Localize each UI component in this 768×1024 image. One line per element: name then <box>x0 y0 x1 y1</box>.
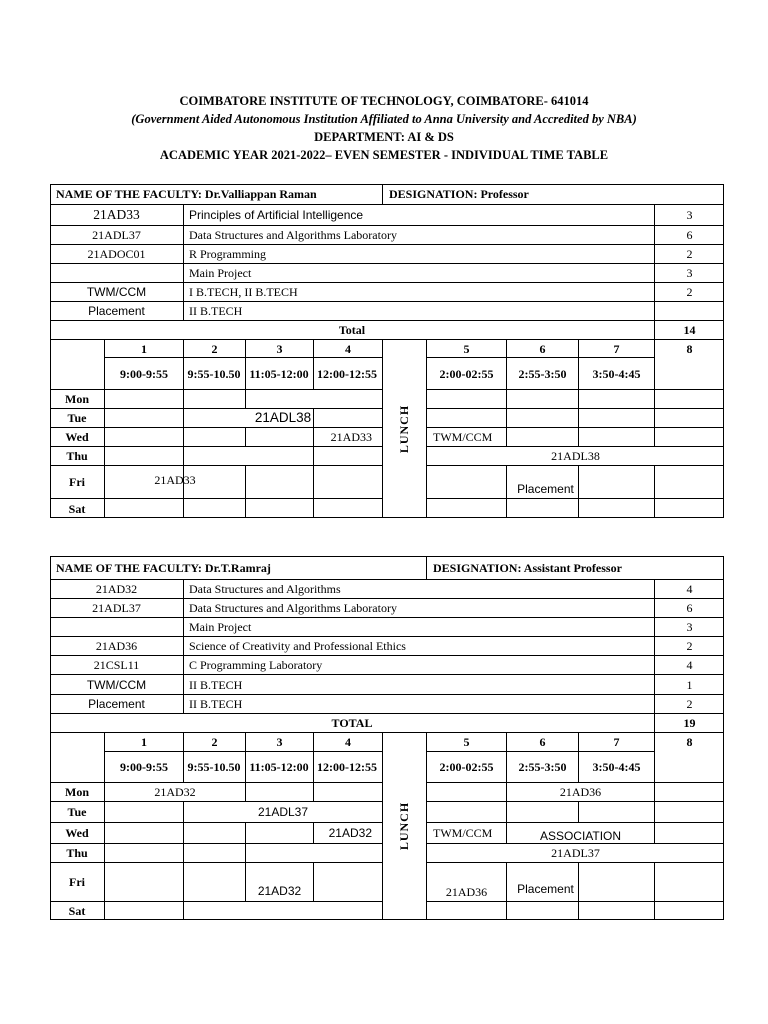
period-number: 8 <box>686 341 693 356</box>
course-hours: 2 <box>686 697 693 711</box>
course-name: Data Structures and Algorithms Laboratory <box>189 228 397 242</box>
slot-entry: 21AD32 <box>154 785 196 799</box>
course-name: I B.TECH, II B.TECH <box>189 285 298 299</box>
course-hours: 3 <box>686 620 693 634</box>
lunch-label: LUNCH <box>397 801 411 851</box>
period-time: 12:00-12:55 <box>317 760 377 774</box>
slot-entry: Placement <box>517 482 574 496</box>
course-code: Placement <box>88 304 145 318</box>
course-hours: 1 <box>686 677 693 692</box>
day-label: Fri <box>69 875 85 889</box>
period-number: 4 <box>345 341 351 356</box>
faculty-name: NAME OF THE FACULTY: Dr.Valliappan Raman <box>56 187 317 201</box>
period-time: 9:55-10.50 <box>187 760 241 774</box>
period-number: 6 <box>539 735 546 749</box>
period-number: 3 <box>276 735 283 749</box>
period-time: 12:00-12:55 <box>317 366 377 381</box>
course-hours: 3 <box>686 266 693 280</box>
course-hours: 6 <box>686 228 693 242</box>
day-label: Tue <box>67 411 87 425</box>
period-number: 5 <box>463 735 470 749</box>
total-hours: 14 <box>683 323 696 337</box>
course-hours: 6 <box>686 601 693 615</box>
day-label: Sat <box>68 501 86 516</box>
period-time: 2:00-02:55 <box>439 366 494 381</box>
period-time: 2:55-3:50 <box>518 760 567 774</box>
course-code <box>50 264 183 282</box>
slot-entry: 21ADL38 <box>551 449 600 463</box>
slot-entry: TWM/CCM <box>433 826 493 840</box>
slot-entry: 21ADL38 <box>254 410 312 425</box>
course-code: TWM/CCM <box>86 677 147 692</box>
period-number: 1 <box>141 735 147 749</box>
course-hours: 2 <box>686 285 693 299</box>
department-title: DEPARTMENT: AI & DS <box>314 130 454 144</box>
slot-entry: 21ADL37 <box>257 805 309 819</box>
period-number: 7 <box>613 735 620 749</box>
course-hours: 2 <box>686 639 693 653</box>
period-time: 11:05-12:00 <box>249 366 309 381</box>
slot-entry: 21AD32 <box>257 884 302 898</box>
day-label: Sat <box>68 904 86 918</box>
slot-entry: 21AD36 <box>559 785 602 799</box>
period-time: 3:50-4:45 <box>592 366 641 381</box>
course-name: Data Structures and Algorithms <box>189 582 341 596</box>
day-label: Mon <box>65 785 89 799</box>
period-number: 8 <box>686 735 693 749</box>
course-code <box>50 618 183 636</box>
period-time: 2:55-3:50 <box>518 366 567 381</box>
slot-entry: 21ADL37 <box>551 846 600 860</box>
period-number: 7 <box>613 341 620 356</box>
faculty-name: NAME OF THE FACULTY: Dr.T.Ramraj <box>56 560 271 575</box>
period-time: 9:00-9:55 <box>120 760 168 774</box>
period-number: 2 <box>211 341 218 356</box>
course-name: Principles of Artificial Intelligence <box>189 208 364 222</box>
slot-entry: ASSOCIATION <box>539 829 622 843</box>
course-name: Main Project <box>189 266 252 280</box>
period-number: 2 <box>211 735 218 749</box>
slot-entry: 21AD33 <box>154 473 196 487</box>
course-name: Data Structures and Algorithms Laboratory <box>189 601 397 615</box>
timetable-ramraj <box>50 556 724 920</box>
period-time: 11:05-12:00 <box>249 760 309 774</box>
day-label: Wed <box>65 826 89 840</box>
period-number: 6 <box>539 341 546 356</box>
course-hours: 4 <box>686 582 693 596</box>
slot-entry: 21AD36 <box>445 885 488 899</box>
course-name: Science of Creativity and Professional Ethics <box>189 639 406 653</box>
day-label: Thu <box>66 449 88 463</box>
day-label: Tue <box>67 805 87 819</box>
academic-year-title: ACADEMIC YEAR 2021-2022– EVEN SEMESTER - INDIVIDUAL TIME TABLE <box>159 148 609 162</box>
total-hours: 19 <box>683 716 696 730</box>
course-hours: 2 <box>686 247 693 261</box>
day-label: Fri <box>69 475 85 489</box>
lunch-label: LUNCH <box>397 404 411 454</box>
period-time: 2:00-02:55 <box>439 760 494 774</box>
day-label: Wed <box>65 430 89 444</box>
course-code: TWM/CCM <box>86 285 147 299</box>
course-name: II B.TECH <box>189 677 243 692</box>
period-number: 1 <box>141 341 147 356</box>
institution-title: COIMBATORE INSTITUTE OF TECHNOLOGY, COIMBATORE- 641014 <box>179 94 589 108</box>
period-number: 5 <box>463 341 470 356</box>
course-name: R Programming <box>189 247 266 261</box>
total-label: TOTAL <box>331 716 373 730</box>
timetable-valliappan-raman <box>50 184 724 518</box>
day-label: Thu <box>66 846 88 860</box>
slot-entry: Placement <box>517 882 574 896</box>
course-hours <box>655 302 724 320</box>
faculty-designation: DESIGNATION: Professor <box>389 187 529 201</box>
course-code: 21ADL37 <box>92 228 141 242</box>
course-hours: 3 <box>686 208 693 222</box>
period-number: 3 <box>276 341 283 356</box>
course-name: Main Project <box>189 620 252 634</box>
slot-entry: 21AD32 <box>328 826 372 840</box>
slot-entry: TWM/CCM <box>433 430 493 444</box>
period-time: 9:00-9:55 <box>120 366 168 381</box>
course-code: 21ADL37 <box>92 601 141 615</box>
course-name: C Programming Laboratory <box>189 658 323 672</box>
total-label: Total <box>338 323 366 337</box>
course-name: II B.TECH <box>189 304 243 318</box>
course-code: 21AD33 <box>93 207 140 222</box>
course-code: Placement <box>88 697 145 711</box>
faculty-designation: DESIGNATION: Assistant Professor <box>433 560 622 575</box>
course-code: 21AD32 <box>95 582 138 596</box>
course-name: II B.TECH <box>189 697 243 711</box>
course-code: 21ADOC01 <box>87 247 146 261</box>
period-time: 3:50-4:45 <box>592 760 641 774</box>
institution-subtitle: (Government Aided Autonomous Institution Affiliated to Anna University and Accredited by NBA) <box>131 112 637 126</box>
day-label: Mon <box>65 392 89 406</box>
period-number: 4 <box>345 735 351 749</box>
course-hours: 4 <box>686 658 693 672</box>
period-time: 9:55-10.50 <box>187 366 241 381</box>
course-code: 21CSL11 <box>93 658 140 672</box>
slot-entry: 21AD33 <box>330 430 372 444</box>
course-code: 21AD36 <box>95 639 138 653</box>
